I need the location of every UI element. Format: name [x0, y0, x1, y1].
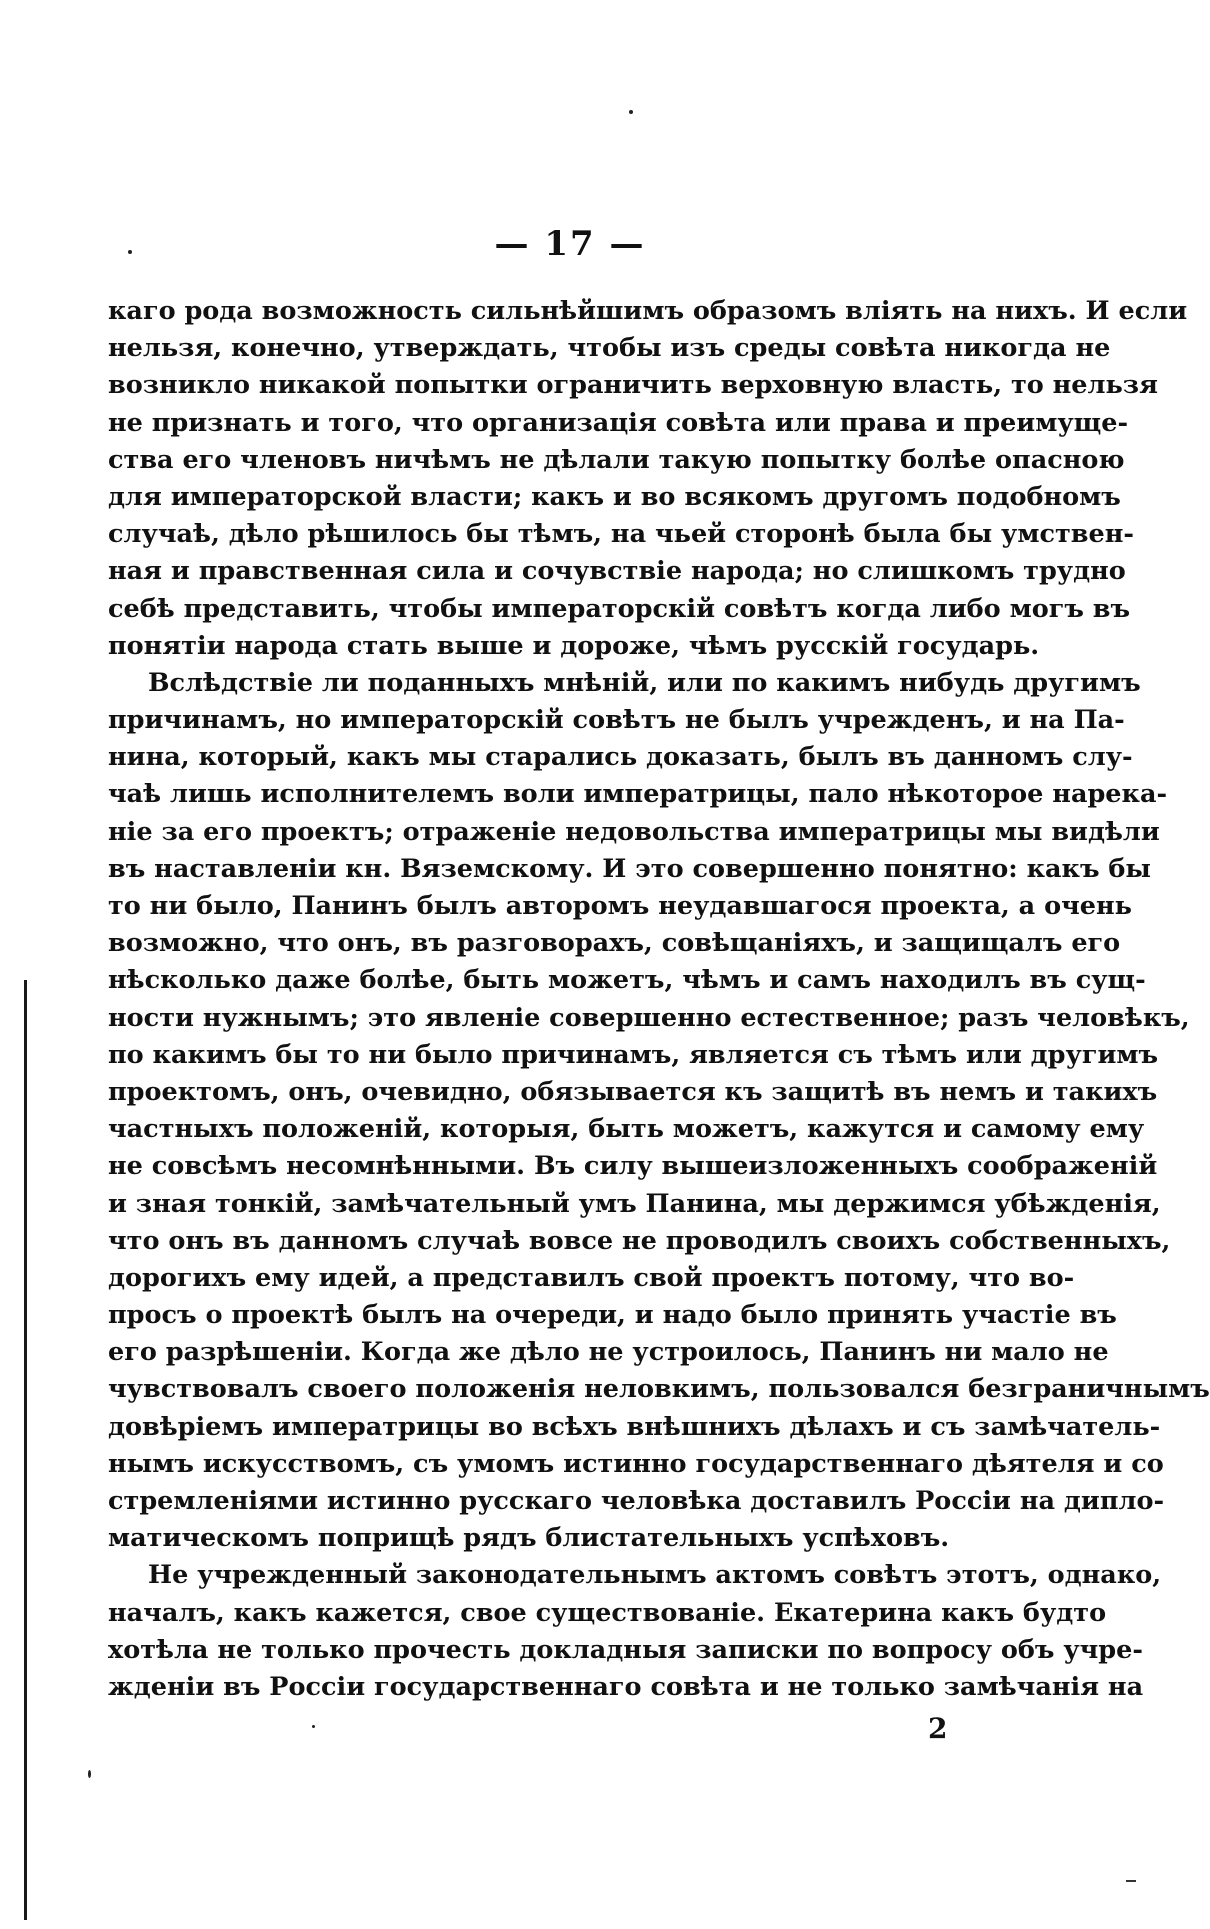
text-line: довѣрiемъ императрицы во всѣхъ внѣшнихъ дѣлахъ и съ замѣчатель-	[108, 1411, 1161, 1442]
text-line: нiе за его проектъ; отраженiе недовольства императрицы мы видѣли	[108, 816, 1160, 847]
scan-speck	[128, 250, 132, 254]
text-line: частныхъ положенiй, которыя, быть можетъ, кажутся и самому ему	[108, 1114, 1145, 1145]
page-edge-mark	[1126, 1880, 1136, 1882]
scan-speck	[629, 110, 633, 114]
text-line: нымъ искусствомъ, съ умомъ истинно государственнаго дѣятеля и со	[108, 1448, 1164, 1479]
page-edge-line	[24, 980, 27, 1920]
text-line: возможно, что онъ, въ разговорахъ, совѣщанiяхъ, и защищалъ его	[108, 928, 1121, 959]
text-line: въ наставленiи кн. Вяземскому. И это совершенно понятно: какъ бы	[108, 853, 1151, 884]
text-line: просъ о проектѣ былъ на очереди, и надо было принять участiе въ	[108, 1300, 1117, 1331]
scan-speck	[312, 1725, 315, 1728]
page-number: — 17 —	[494, 224, 646, 264]
text-line: его разрѣшенiи. Когда же дѣло не устроилось, Панинъ ни мало не	[108, 1337, 1109, 1368]
signature-mark: 2	[928, 1712, 948, 1745]
text-line: и зная тонкiй, замѣчательный умъ Панина, мы держимся убѣжденiя,	[108, 1188, 1161, 1219]
text-line: не признать и того, что организацiя совѣта или права и преимуще-	[108, 407, 1129, 438]
text-line: по какимъ бы то ни было причинамъ, является съ тѣмъ или другимъ	[108, 1039, 1159, 1070]
text-line: жденiи въ Россiи государственнаго совѣта и не только замѣчанiя на	[108, 1671, 1144, 1702]
text-line: проектомъ, онъ, очевидно, обязывается къ защитѣ въ немъ и такихъ	[108, 1076, 1158, 1107]
text-line: ности нужнымъ; это явленiе совершенно естественное; разъ человѣкъ,	[108, 1002, 1190, 1033]
text-line: хотѣла не только прочесть докладныя записки по вопросу объ учре-	[108, 1634, 1143, 1665]
text-line: чаѣ лишь исполнителемъ воли императрицы, пало нѣкоторое нарека-	[108, 779, 1168, 810]
text-line: не совсѣмъ несомнѣнными. Въ силу вышеизложенныхъ соображенiй	[108, 1151, 1158, 1182]
text-line: дорогихъ ему идей, а представилъ свой проектъ потому, что во-	[108, 1262, 1075, 1293]
text-line: ная и правственная сила и сочувствiе народа; но слишкомъ трудно	[108, 556, 1126, 587]
text-line: случаѣ, дѣло рѣшилось бы тѣмъ, на чьей сторонѣ была бы умствен-	[108, 519, 1135, 550]
text-line: что онъ въ данномъ случаѣ вовсе не проводилъ своихъ собственныхъ,	[108, 1225, 1171, 1256]
text-line: возникло никакой попытки ограничить верховную власть, то нельзя	[108, 370, 1158, 401]
text-line: себѣ представить, чтобы императорскiй совѣтъ когда либо могъ въ	[108, 593, 1131, 624]
text-line: нельзя, конечно, утверждать, чтобы изъ среды совѣта никогда не	[108, 333, 1111, 364]
text-line: стремленiями истинно русскаго человѣка доставилъ Россiи на дипло-	[108, 1486, 1165, 1516]
text-line: чувствовалъ своего положенiя неловкимъ, пользовался безграничнымъ	[108, 1374, 1210, 1405]
text-line: понятiи народа стать выше и дороже, чѣмъ русскiй государь.	[108, 630, 1040, 661]
text-line: нѣсколько даже болѣе, быть можетъ, чѣмъ и самъ находилъ въ сущ-	[108, 965, 1146, 996]
text-line: ства его членовъ ничѣмъ не дѣлали такую попытку болѣе опасною	[108, 444, 1125, 475]
text-line: матическомъ поприщѣ рядъ блистательныхъ успѣховъ.	[108, 1523, 950, 1554]
text-line: то ни было, Панинъ былъ авторомъ неудавшагося проекта, а очень	[108, 891, 1132, 921]
paragraph-start-line: Не учрежденный законодательнымъ актомъ совѣтъ этотъ, однако,	[148, 1560, 1162, 1591]
scan-speck	[88, 1770, 91, 1778]
text-line: причинамъ, но императорскiй совѣтъ не былъ учрежденъ, и на Па-	[108, 705, 1125, 736]
text-line: каго рода возможность сильнѣйшимъ образомъ влiять на нихъ. И если	[108, 296, 1188, 326]
body-text	[108, 293, 1210, 1706]
text-line: для императорской власти; какъ и во всякомъ другомъ подобномъ	[108, 481, 1121, 512]
text-line: началъ, какъ кажется, свое существованiе. Екатерина какъ будто	[108, 1597, 1107, 1628]
paragraph-start-line: Вслѣдствiе ли поданныхъ мнѣнiй, или по какимъ нибудь другимъ	[148, 667, 1141, 698]
text-line: нина, который, какъ мы старались доказать, былъ въ данномъ слу-	[108, 742, 1133, 773]
